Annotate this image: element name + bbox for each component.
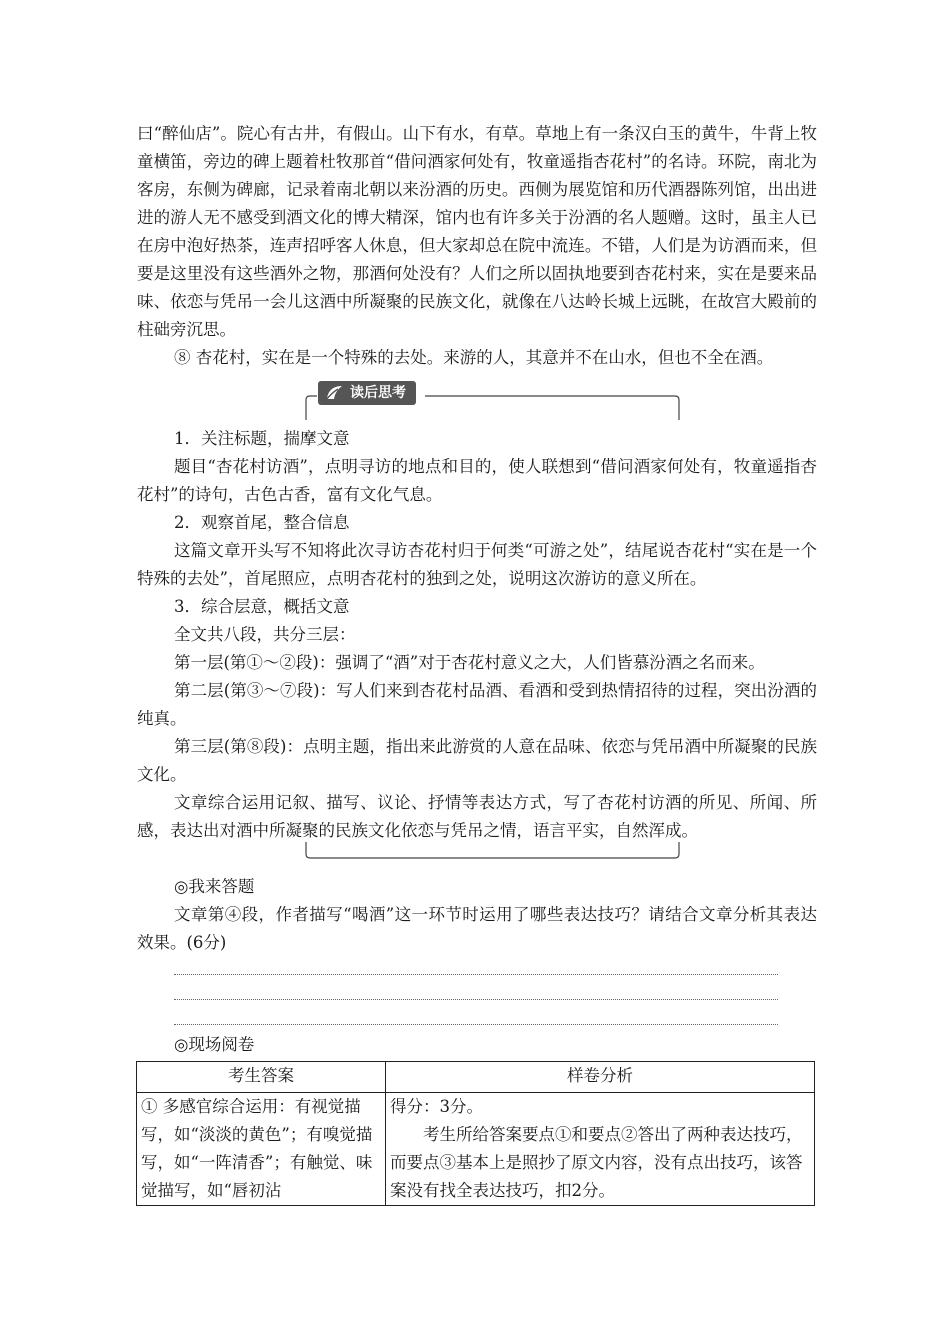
analysis-cell [386, 1093, 815, 1206]
paragraph-7-continued: 曰“醉仙店”。院心有古井，有假山。山下有水，有草。草地上有一条汉白玉的黄牛，牛背上牧童横笛，旁边的碑上题着杜牧那首“借问酒家何处有，牧童遥指杏花村”的名诗。环院，南北为客房，东侧为碑廊，记录着南北朝以来汾酒的历史。西侧为展览馆和历代酒器陈列馆，出出进进的游人无不感受到酒文化的博大精深，馆内也有许多关于汾酒的名人题赠。这时，虽主人已在房中泡好热茶，连声招呼客人休息，但大家却总在院中流连。不错，人们是为访酒而来，但要是这里没有这些酒外之物，那酒何处没有？人们之所以固执地要到杏花村来，实在是要来品味、依恋与凭吊一会儿这酒中所凝聚的民族文化，就像在八达岭长城上远眺，在故宫大殿前的柱础旁沉思。 [137, 124, 817, 339]
answer-section-title: ◎我来答题 [174, 877, 255, 896]
section-badge [318, 381, 416, 405]
think-layer-2: 第二层(第③～⑦段)：写人们来到杏花村品酒、看酒和受到热情招待的过程，突出汾酒的纯真。 [137, 681, 817, 728]
grading-table [136, 1061, 815, 1206]
student-answer-cell: ① 多感官综合运用：有视觉描写，如“淡淡的黄色”；有嗅觉描写，如“一阵清香”；有触觉、味觉描写，如“唇初沾 [137, 1093, 386, 1206]
answer-line-1[interactable] [174, 974, 778, 975]
review-section-title: ◎现场阅卷 [174, 1035, 255, 1054]
question-text: 文章第④段，作者描写“喝酒”这一环节时运用了哪些表达技巧？请结合文章分析其表达效果。(6分) [137, 905, 817, 952]
think-item2-body: 这篇文章开头写不知将此次寻访杏花村归于何类“可游之处”，结尾说杏花村“实在是一个特殊的去处”，首尾照应，点明杏花村的独到之处，说明这次游访的意义所在。 [137, 541, 817, 588]
think-item2-title: 2．观察首尾，整合信息 [174, 513, 350, 532]
table-header-row [137, 1062, 815, 1093]
think-item3-title: 3．综合层意，概括文意 [174, 597, 350, 616]
section-badge-label: 读后思考 [350, 385, 406, 401]
paragraph-8: ⑧ 杏花村，实在是一个特殊的去处。来游的人，其意并不在山水，但也不全在酒。 [174, 348, 774, 367]
table-header: 考生答案 [137, 1062, 386, 1093]
think-item1-body: 题目“杏花村访酒”，点明寻访的地点和目的，使人联想到“借问酒家何处有，牧童遥指杏花村”的诗句，古色古香，富有文化气息。 [137, 457, 817, 504]
think-item3-summary: 全文共八段，共分三层： [174, 625, 356, 644]
think-conclusion: 文章综合运用记叙、描写、议论、抒情等表达方式，写了杏花村访酒的所见、所闻、所感，表达出对酒中所凝聚的民族文化依恋与凭吊之情，语言平实，自然浑成。 [137, 793, 817, 840]
table-header: 样卷分析 [386, 1062, 815, 1093]
score-text: 得分：3分。 [390, 1097, 483, 1116]
think-item1-title: 1．关注标题，揣摩文意 [174, 429, 350, 448]
analysis-text: 考生所给答案要点①和要点②答出了两种表达技巧，而要点③基本上是照抄了原文内容，没有点出技巧，该答案没有找全表达技巧，扣2分。 [390, 1125, 803, 1200]
table-row [137, 1093, 815, 1206]
think-layer-3: 第三层(第⑧段)：点明主题，指出来此游赏的人意在品味、依恋与凭吊酒中所凝聚的民族文化。 [137, 737, 817, 784]
think-layer-1: 第一层(第①～②段)：强调了“酒”对于杏花村意义之大，人们皆慕汾酒之名而来。 [174, 653, 765, 672]
answer-line-3[interactable] [174, 1024, 778, 1025]
leaf-swirl-icon [324, 384, 344, 402]
answer-line-2[interactable] [174, 999, 778, 1000]
